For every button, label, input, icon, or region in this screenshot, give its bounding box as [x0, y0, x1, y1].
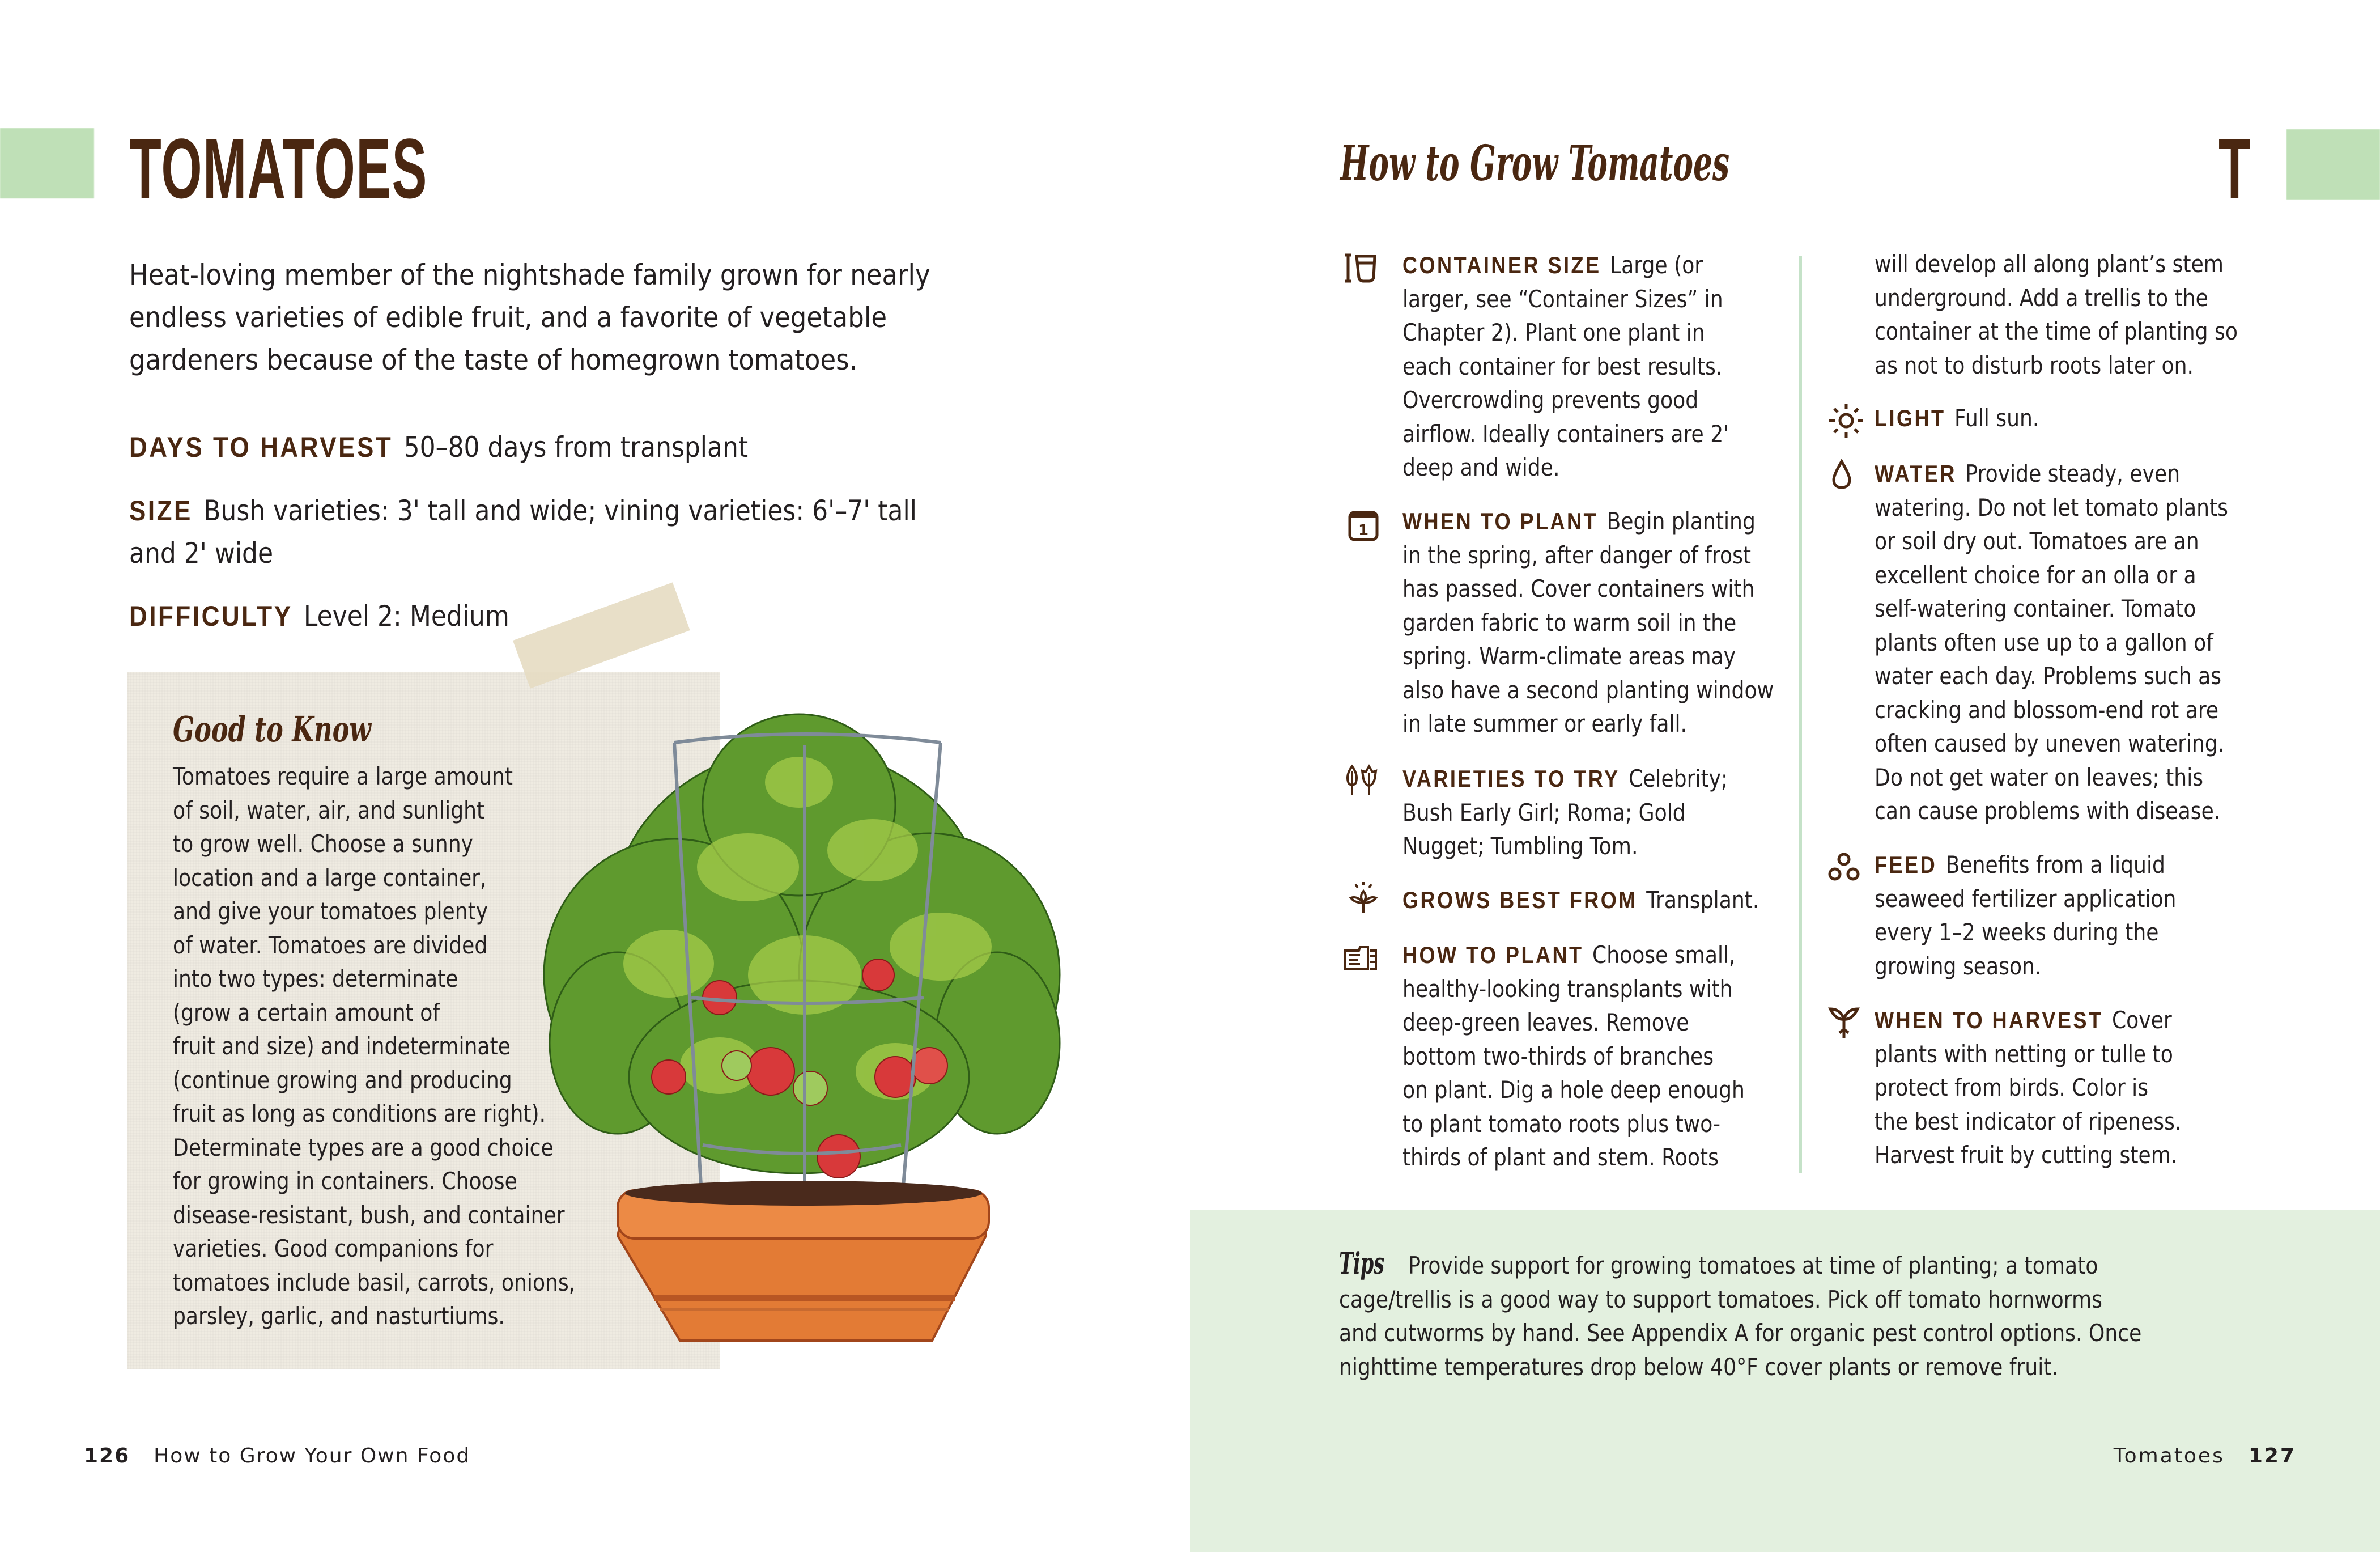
stat-value: Level 2: Medium — [303, 600, 509, 633]
gtk-line: varieties. Good companions for — [173, 1235, 494, 1262]
gtk-line: (continue growing and producing — [173, 1066, 512, 1094]
entry-label: WHEN TO HARVEST — [1875, 1007, 2103, 1033]
good-to-know-title: Good to Know — [173, 709, 371, 750]
entry-text: LIGHT Full sun. — [1875, 404, 2039, 432]
water-drop-icon — [1830, 459, 1853, 493]
gtk-line: Tomatoes require a large amount — [173, 762, 513, 790]
entry-label: HOW TO PLANT — [1402, 942, 1584, 968]
gtk-line: fruit as long as conditions are right). — [173, 1100, 546, 1127]
gtk-line: disease-resistant, bush, and container — [173, 1201, 565, 1229]
stat-label: DAYS TO HARVEST — [129, 431, 393, 463]
left-page-tab — [0, 128, 94, 198]
gtk-line: location and a large container, — [173, 863, 487, 892]
book-title: How to Grow Your Own Food — [154, 1444, 471, 1468]
stat-value: Bush varieties: 3' tall and wide; vining varieties: 6'–7' tall — [203, 494, 917, 527]
tips-text: Tips Provide support for growing tomatoes at time of planting; a tomato cage/trellis is a good way to support tomatoes. Pick off tomato hornworms and cutworms by hand. See Appendix A for organic pest control options. Once nighttime temperatures drop below 40°F cover plants or remove fruit. — [1339, 1246, 2142, 1381]
gtk-line: for growing in containers. Choose — [173, 1167, 517, 1195]
stat-value: 50–80 days from transplant — [403, 431, 749, 464]
section-title: How to Grow Tomatoes — [1340, 135, 1730, 192]
stat-size — [129, 490, 1093, 575]
gtk-line: tomatoes include basil, carrots, onions, — [173, 1268, 576, 1296]
seed-packet-icon — [1343, 943, 1379, 977]
calendar-icon — [1348, 509, 1382, 543]
gtk-line: fruit and size) and indeterminate — [173, 1032, 511, 1060]
stat-label: SIZE — [129, 495, 193, 527]
entry-text: CONTAINER SIZE Large (or larger, see “Container Sizes” in Chapter 2). Plant one plant in each container for best results. Overcrowding prevents good airflow. Ideally containers are 2' deep and wide. — [1402, 251, 1729, 481]
gtk-line: to grow well. Choose a sunny — [173, 830, 473, 858]
entry-text: WHEN TO PLANT Begin planting in the spring, after danger of frost has passed. Cover containers with garden fabric to warm soil in the spring. Warm-climate areas may also have a second planting window in late summer or early fall. — [1402, 507, 1774, 737]
entry-text: WHEN TO HARVEST Cover plants with netting or tulle to protect from birds. Color is the best indicator of ripeness. Harvest fruit by cutting stem. — [1875, 1006, 2182, 1169]
gtk-line: of soil, water, air, and sunlight — [173, 796, 485, 824]
footer-right — [2114, 1444, 2296, 1468]
stat-days-to-harvest — [129, 426, 1093, 469]
gtk-line: into two types: determinate — [173, 965, 458, 993]
intro-line: Heat-loving member of the nightshade family grown for nearly — [129, 258, 930, 291]
entry-text: HOW TO PLANT Choose small, healthy-looking transplants with deep-green leaves. Remove bottom two-thirds of branches on plant. Dig a hole deep enough to plant tomato roots plus two- thirds of plant and stem. Roots — [1402, 941, 1745, 1171]
svg-text:1: 1 — [1358, 522, 1369, 539]
container-icon — [1343, 253, 1377, 287]
section-name: Tomatoes — [2113, 1444, 2225, 1468]
stat-value-cont: and 2' wide — [129, 537, 274, 570]
page-title: TOMATOES — [129, 121, 428, 216]
gtk-line: of water. Tomatoes are divided — [173, 931, 488, 959]
entry-text: VARIETIES TO TRY Celebrity; Bush Early Girl; Roma; Gold Nugget; Tumbling Tom. — [1402, 765, 1728, 860]
entry-label: VARIETIES TO TRY — [1402, 765, 1620, 792]
leaves-icon — [1343, 764, 1379, 798]
entry-label: WATER — [1875, 460, 1957, 487]
stat-label: DIFFICULTY — [129, 600, 293, 632]
entry-text: WATER Provide steady, even watering. Do not let tomato plants or soil dry out. Tomatoes are an excellent choice for an olla or a self-watering container. Tomato plants often use up to a gallon of water each day. Problems such as cracking and blossom-end rot are often caused by uneven watering. Do not get water on leaves; this can cause problems with disease. — [1875, 460, 2228, 825]
seedling-harvest-icon — [1827, 1006, 1861, 1040]
fertilizer-icon — [1827, 851, 1861, 885]
intro-line: endless varieties of edible fruit, and a favorite of vegetable — [129, 301, 887, 334]
intro-line: gardeners because of the taste of homegrown tomatoes. — [129, 344, 857, 376]
page-number-right: 127 — [2248, 1444, 2296, 1468]
entry-label: GROWS BEST FROM — [1402, 887, 1638, 913]
continuation-text: will develop all along plant’s stem underground. Add a trellis to the container at the time of planting so as not to disturb roots later on. — [1875, 250, 2238, 379]
gtk-line: parsley, garlic, and nasturtiums. — [173, 1302, 505, 1330]
footer-left — [84, 1444, 470, 1468]
entry-label: FEED — [1875, 851, 1937, 878]
gtk-line: Determinate types are a good choice — [173, 1133, 554, 1161]
sprout-icon — [1346, 881, 1380, 915]
gtk-line: (grow a certain amount of — [173, 998, 440, 1027]
sun-icon — [1828, 402, 1864, 439]
tomato-plant-illustration — [533, 680, 1065, 1349]
entry-label: CONTAINER SIZE — [1402, 252, 1601, 278]
gtk-line: and give your tomatoes plenty — [173, 897, 488, 925]
entry-label: LIGHT — [1875, 405, 1946, 431]
intro-paragraph — [129, 254, 966, 381]
right-page-tab — [2286, 129, 2380, 200]
tips-label: Tips — [1339, 1246, 1385, 1281]
section-letter: T — [2218, 121, 2251, 216]
entry-label: WHEN TO PLANT — [1402, 508, 1599, 535]
entry-text: GROWS BEST FROM Transplant. — [1402, 886, 1760, 914]
entry-text: FEED Benefits from a liquid seaweed fertilizer application every 1–2 weeks during the growing season. — [1875, 851, 2177, 980]
page-number-left: 126 — [84, 1444, 130, 1468]
